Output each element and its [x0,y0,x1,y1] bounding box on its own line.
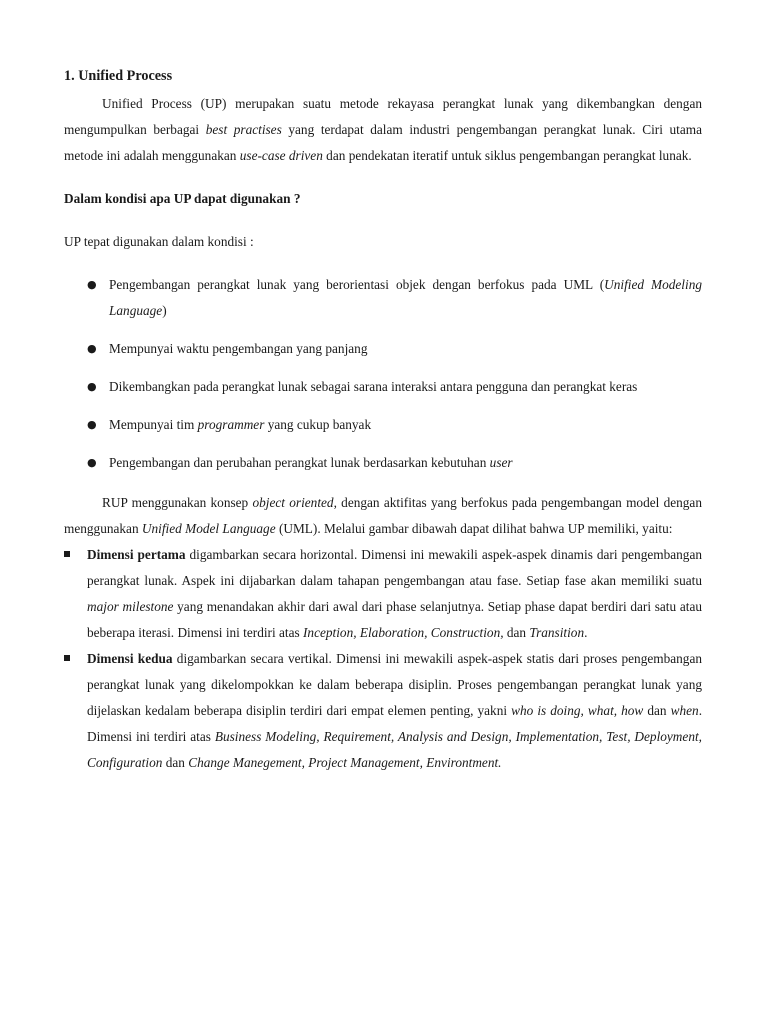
rup-text-3: (UML). Melalui gambar dibawah dapat dilihat bahwa UP memiliki, yaitu: [275,521,673,536]
bullet-text: Pengembangan dan perubahan perangkat lunak berdasarkan kebutuhan [109,455,490,470]
bullet-italic: user [489,455,513,470]
rup-italic-2: Unified Model Language [141,521,276,536]
bullet-italic: Unified Modeling Language [109,277,702,318]
list-item [64,336,702,362]
intro-italic-2: use-case driven [239,148,323,163]
dimension-italic-1: who is doing, what, how [511,703,644,718]
list-item-dimension-1 [64,542,702,646]
dimension-italic-1: major milestone [87,599,174,614]
dimension-italic-3: Business Modeling, Requirement, Analysis and Design, Implementation, Test, Deployment, Configuration [87,729,702,770]
square-bullet-icon [64,655,70,661]
bullet-icon: ● [87,456,97,469]
rup-italic-1: object oriented [252,495,334,510]
rup-text-2: , dengan aktifitas yang berfokus pada pengembangan model dengan menggunakan [64,495,702,536]
dimension-text-3: dan [503,625,530,640]
rup-paragraph [64,490,702,542]
bullet-text: Dikembangkan pada perangkat lunak sebagai sarana interaksi antara pengguna dan perangkat keras [109,379,638,394]
dimension-text-4: . [584,625,588,640]
dimensions-list [64,542,702,776]
intro-text-1: Unified Process (UP) merupakan suatu metode rekayasa perangkat lunak yang dikembangkan dengan mengumpulkan berbagai [64,96,702,137]
list-item [64,272,702,324]
intro-text-2: yang terdapat dalam industri pengembangan perangkat lunak. Ciri utama metode ini adalah menggunakan [64,122,702,163]
bullet-text: Mempunyai waktu pengembangan yang panjang [109,341,368,356]
dimension-text-1: digambarkan secara vertikal. Dimensi ini mewakili aspek-aspek statis dari proses pengembangan perangkat lunak yang dikelompokkan ke dalam beberapa disiplin. Proses pengembangan perangkat lunak yang dijelaskan kedalam beberapa disiplin terdiri dari empat elemen penting, yakni [87,651,702,718]
dimension-italic-4: Change Manegement, Project Management, Environtment. [188,755,502,770]
bullet-icon: ● [87,418,97,431]
section-title: 1. Unified Process [64,68,173,84]
dimension-text-1: digambarkan secara horizontal. Dimensi ini mewakili aspek-aspek dinamis dari pengembangan perangkat lunak. Aspek ini dijabarkan dalam tahapan pengembangan atau fase. Setiap fase akan memiliki suatu [87,547,702,588]
list-item-dimension-2 [64,646,702,776]
intro-text-3: dan pendekatan iteratif untuk siklus pengembangan perangkat lunak. [322,148,692,163]
dimension-italic-2: when [670,703,699,718]
bullet-italic: programmer [197,417,265,432]
conditions-intro: UP tepat digunakan dalam kondisi : [64,234,254,249]
bullet-text: Mempunyai tim [109,417,198,432]
dimension-text-2: yang menandakan akhir dari awal dari phase selanjutnya. Setiap phase dapat berdiri dari satu atau beberapa iterasi. Dimensi ini terdiri atas [87,599,702,640]
dimension-text-3: . Dimensi ini terdiri atas [87,703,703,744]
list-item [64,450,702,476]
dimension-label: Dimensi pertama [87,547,186,562]
intro-italic-1: best practises [205,122,282,137]
intro-paragraph [64,91,702,169]
dimension-italic-2: Inception, Elaboration, Construction, [303,625,504,640]
question-heading: Dalam kondisi apa UP dapat digunakan ? [64,191,301,206]
dimension-text-4: dan [162,755,189,770]
bullet-icon: ● [87,278,97,291]
bullet-icon: ● [87,342,97,355]
list-item [64,374,702,400]
dimension-text-2: dan [643,703,671,718]
conditions-list [64,272,702,476]
list-item [64,412,702,438]
bullet-icon: ● [87,380,97,393]
bullet-text-end: yang cukup banyak [264,417,372,432]
dimension-label: Dimensi kedua [87,651,173,666]
bullet-text-end: ) [162,303,167,318]
rup-text-1: RUP menggunakan konsep [102,495,253,510]
bullet-text: Pengembangan perangkat lunak yang berorientasi objek dengan berfokus pada UML ( [109,277,605,292]
square-bullet-icon [64,551,70,557]
dimension-italic-3: Transition [529,625,585,640]
